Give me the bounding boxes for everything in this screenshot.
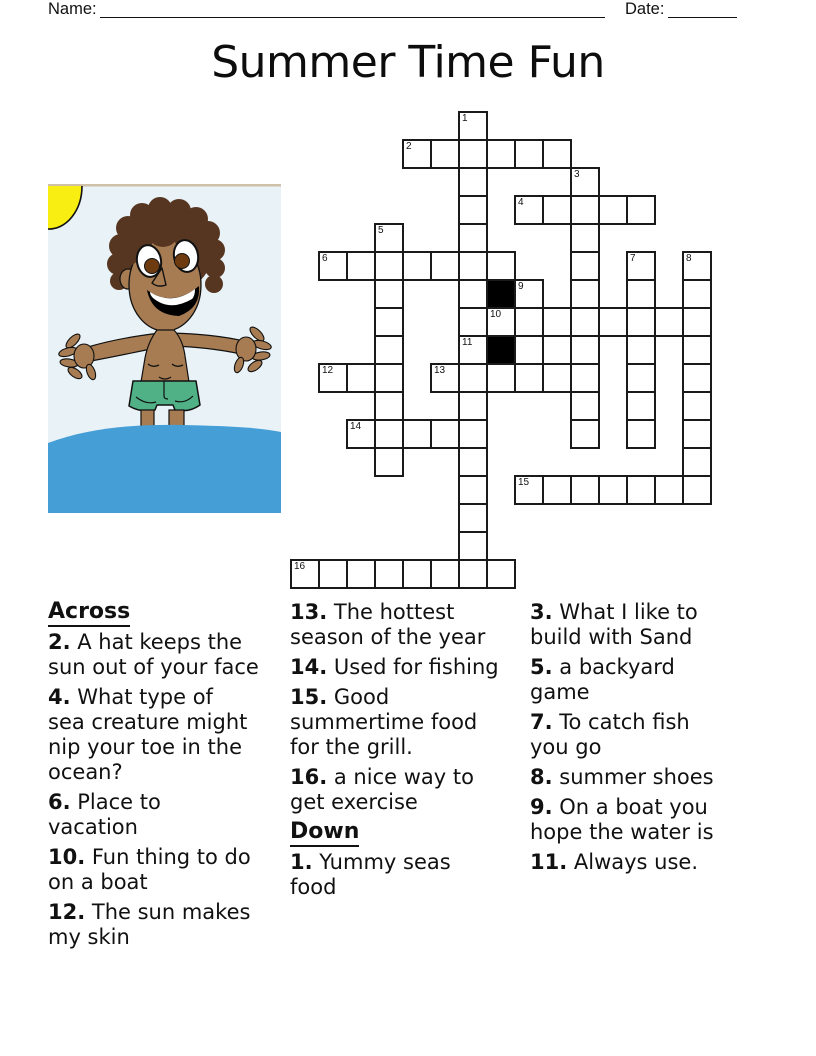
clue-10: 10. Fun thing to do on a boat <box>48 845 251 894</box>
clue-12: 12. The sun makes my skin <box>48 900 251 949</box>
crossword-cell[interactable] <box>682 475 712 505</box>
cell-number: 11 <box>462 337 473 348</box>
clues-heading-across: Across <box>48 600 130 627</box>
crossword-cell[interactable] <box>458 503 488 533</box>
crossword-cell[interactable] <box>290 559 320 589</box>
cell-number: 15 <box>518 477 530 488</box>
crossword-cell[interactable] <box>458 335 488 365</box>
illustration-top-border <box>48 184 281 187</box>
crossword-cell[interactable] <box>514 139 544 169</box>
cell-number: 6 <box>322 253 328 264</box>
crossword-cell[interactable] <box>346 251 376 281</box>
clue-number: 4. <box>48 685 71 709</box>
crossword-cell[interactable] <box>458 559 488 589</box>
clue-13: 13. The hottest season of the year <box>290 600 486 649</box>
crossword-cell[interactable] <box>458 307 488 337</box>
crossword-cell[interactable] <box>626 279 656 309</box>
crossword-cell[interactable] <box>542 363 572 393</box>
crossword-cell[interactable] <box>318 251 348 281</box>
crossword-cell[interactable] <box>626 251 656 281</box>
crossword-cell[interactable] <box>570 279 600 309</box>
clue-number: 3. <box>530 600 553 624</box>
clue-number: 16. <box>290 765 328 789</box>
cell-number: 1 <box>462 113 468 124</box>
crossword-cell[interactable] <box>486 251 516 281</box>
cell-number: 7 <box>630 253 636 264</box>
crossword-cell[interactable] <box>598 307 628 337</box>
name-label: Name: <box>48 0 97 18</box>
cell-number: 10 <box>490 309 502 320</box>
crossword-cell[interactable] <box>458 475 488 505</box>
crossword-cell[interactable] <box>374 559 404 589</box>
crossword-cell[interactable] <box>626 391 656 421</box>
crossword-cell[interactable] <box>458 251 488 281</box>
crossword-cell[interactable] <box>514 363 544 393</box>
crossword-cell[interactable] <box>346 363 376 393</box>
crossword-cell[interactable] <box>402 251 432 281</box>
crossword-cell[interactable] <box>514 335 544 365</box>
crossword-cell[interactable] <box>458 419 488 449</box>
name-input-line[interactable] <box>100 0 605 18</box>
clue-number: 13. <box>290 600 328 624</box>
crossword-cell[interactable] <box>374 335 404 365</box>
clue-number: 15. <box>290 685 328 709</box>
cell-number: 4 <box>518 197 524 208</box>
crossword-cell[interactable] <box>570 391 600 421</box>
cell-number: 12 <box>322 365 334 376</box>
clue-9: 9. On a boat you hope the water is <box>530 795 714 844</box>
beach-boy-illustration <box>48 184 281 513</box>
clue-6: 6. Place to vacation <box>48 790 161 839</box>
crossword-cell[interactable] <box>346 559 376 589</box>
crossword-cell[interactable] <box>626 475 656 505</box>
cell-number: 8 <box>686 253 692 264</box>
crossword-cell[interactable] <box>402 139 432 169</box>
crossword-cell[interactable] <box>682 307 712 337</box>
crossword-cell[interactable] <box>682 335 712 365</box>
crossword-cell[interactable] <box>570 419 600 449</box>
clue-5: 5. a backyard game <box>530 655 675 704</box>
crossword-cell[interactable] <box>626 419 656 449</box>
clue-16: 16. a nice way to get exercise <box>290 765 474 814</box>
crossword-cell[interactable] <box>430 251 460 281</box>
crossword-cell[interactable] <box>430 559 460 589</box>
clue-3: 3. What I like to build with Sand <box>530 600 698 649</box>
crossword-cell[interactable] <box>570 195 600 225</box>
crossword-cell[interactable] <box>458 279 488 309</box>
date-label: Date: <box>625 0 665 18</box>
crossword-cell[interactable] <box>486 559 516 589</box>
crossword-cell[interactable] <box>430 419 460 449</box>
crossword-cell[interactable] <box>458 391 488 421</box>
clue-number: 11. <box>530 850 568 874</box>
crossword-cell[interactable] <box>318 559 348 589</box>
crossword-cell[interactable] <box>654 475 684 505</box>
crossword-cell[interactable] <box>374 251 404 281</box>
clue-number: 12. <box>48 900 86 924</box>
clue-8: 8. summer shoes <box>530 765 714 789</box>
crossword-cell[interactable] <box>458 447 488 477</box>
date-input-line[interactable] <box>668 0 737 18</box>
crossword-cell[interactable] <box>598 475 628 505</box>
crossword-cell[interactable] <box>458 363 488 393</box>
clue-number: 5. <box>530 655 553 679</box>
clue-column-1 <box>48 600 286 955</box>
clue-number: 7. <box>530 710 553 734</box>
crossword-cell[interactable] <box>374 419 404 449</box>
cell-number: 9 <box>518 281 524 292</box>
crossword-cell[interactable] <box>682 279 712 309</box>
clue-number: 8. <box>530 765 553 789</box>
cell-number: 16 <box>294 561 306 572</box>
crossword-cell[interactable] <box>374 391 404 421</box>
clue-15: 15. Good summertime food for the grill. <box>290 685 478 759</box>
crossword-cell[interactable] <box>682 251 712 281</box>
crossword-cell[interactable] <box>374 307 404 337</box>
clue-number: 14. <box>290 655 328 679</box>
crossword-cell[interactable] <box>486 307 516 337</box>
crossword-cell[interactable] <box>542 307 572 337</box>
crossword-cell[interactable] <box>570 475 600 505</box>
clue-column-3 <box>530 600 768 880</box>
crossword-black-cell <box>486 279 516 309</box>
crossword-cell[interactable] <box>570 167 600 197</box>
crossword-cell[interactable] <box>570 223 600 253</box>
crossword-cell[interactable] <box>458 111 488 141</box>
crossword-cell[interactable] <box>458 195 488 225</box>
crossword-cell[interactable] <box>570 251 600 281</box>
crossword-cell[interactable] <box>430 363 460 393</box>
water-shape <box>48 425 281 513</box>
cell-number: 3 <box>574 169 580 180</box>
crossword-cell[interactable] <box>570 307 600 337</box>
crossword-cell[interactable] <box>542 195 572 225</box>
page-title: Summer Time Fun <box>211 37 605 88</box>
clue-14: 14. Used for fishing <box>290 655 499 679</box>
crossword-cell[interactable] <box>458 531 488 561</box>
crossword-cell[interactable] <box>682 447 712 477</box>
crossword-cell[interactable] <box>374 363 404 393</box>
crossword-cell[interactable] <box>542 139 572 169</box>
cell-number: 2 <box>406 141 412 152</box>
cell-number: 13 <box>434 365 446 376</box>
crossword-black-cell <box>486 335 516 365</box>
clue-number: 9. <box>530 795 553 819</box>
clue-7: 7. To catch fish you go <box>530 710 690 759</box>
crossword-cell[interactable] <box>486 363 516 393</box>
crossword-cell[interactable] <box>374 279 404 309</box>
cell-number: 14 <box>350 421 362 432</box>
crossword-cell[interactable] <box>626 335 656 365</box>
crossword-cell[interactable] <box>542 475 572 505</box>
crossword-cell[interactable] <box>626 195 656 225</box>
crossword-cell[interactable] <box>514 195 544 225</box>
crossword-cell[interactable] <box>458 139 488 169</box>
crossword-cell[interactable] <box>514 475 544 505</box>
crossword-cell[interactable] <box>682 391 712 421</box>
crossword-cell[interactable] <box>318 363 348 393</box>
crossword-cell[interactable] <box>430 139 460 169</box>
clue-column-2 <box>290 600 528 905</box>
clue-4: 4. What type of sea creature might nip your toe in the ocean? <box>48 685 248 784</box>
crossword-cell[interactable] <box>458 167 488 197</box>
crossword-grid <box>290 111 714 591</box>
crossword-cell[interactable] <box>346 419 376 449</box>
crossword-cell[interactable] <box>682 363 712 393</box>
clue-number: 2. <box>48 630 71 654</box>
crossword-cell[interactable] <box>374 223 404 253</box>
clue-2: 2. A hat keeps the sun out of your face <box>48 630 259 679</box>
clue-number: 10. <box>48 845 86 869</box>
crossword-cell[interactable] <box>374 447 404 477</box>
clue-1: 1. Yummy seas food <box>290 850 451 899</box>
crossword-cell[interactable] <box>598 195 628 225</box>
crossword-cell[interactable] <box>682 419 712 449</box>
crossword-cell[interactable] <box>570 335 600 365</box>
crossword-cell[interactable] <box>514 307 544 337</box>
crossword-cell[interactable] <box>402 559 432 589</box>
crossword-cell[interactable] <box>654 307 684 337</box>
crossword-cell[interactable] <box>486 139 516 169</box>
crossword-cell[interactable] <box>626 307 656 337</box>
crossword-cell[interactable] <box>570 363 600 393</box>
crossword-cell[interactable] <box>402 419 432 449</box>
crossword-cell[interactable] <box>458 223 488 253</box>
cell-number: 5 <box>378 225 384 236</box>
crossword-cell[interactable] <box>626 363 656 393</box>
crossword-cell[interactable] <box>514 279 544 309</box>
clue-11: 11. Always use. <box>530 850 699 874</box>
clues-heading-down: Down <box>290 820 359 847</box>
clue-number: 1. <box>290 850 313 874</box>
clue-number: 6. <box>48 790 71 814</box>
